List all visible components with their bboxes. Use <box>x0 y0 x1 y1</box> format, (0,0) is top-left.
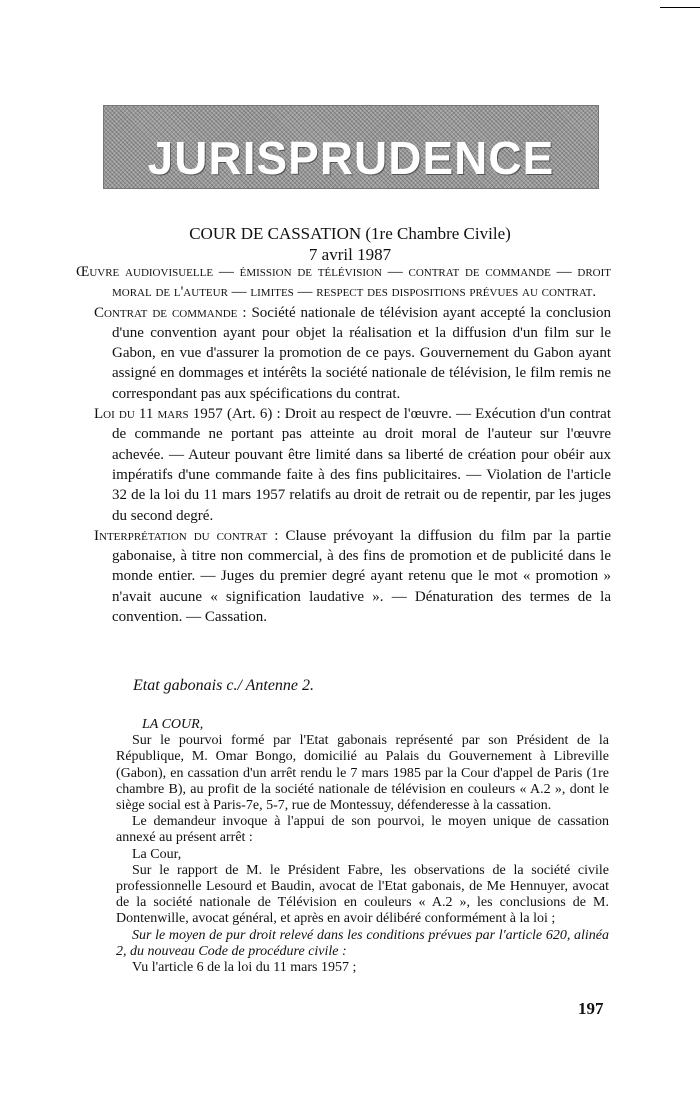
judgment-paragraph-italic: Sur le moyen de pur droit relevé dans les conditions prévues par l'article 620, alinéa 2, du nouveau Code de procédure civile : <box>116 927 609 959</box>
judgment-paragraph: La Cour, <box>132 846 182 862</box>
judgment-paragraph: Sur le pourvoi formé par l'Etat gabonais représenté par son Président de la République, M. Omar Bongo, domicilié au Palais du Gouvernement à Libreville (Gabon), en cassation d'un arrêt rendu le 7 mars 1985 par la Cour d'appel de Paris (1re chambre B), au profit de la société nationale de télévision en couleurs « A.2 », dont le siège social est à Paris-7e, 5-7, rue de Montessuy, défenderesse à la cassation. <box>116 733 609 814</box>
abstract-item: Loi du 11 mars 1957 (Art. 6) : Droit au respect de l'œuvre. — Exécution d'un contrat de commande ne portant pas atteinte au droit moral de l'auteur sur l'œuvre achevée. — Auteur pouvant être limité dans sa liberté de création pour obéir aux impératifs d'une commande faite à des fins publicitaires. — Violation de l'article 32 de la loi du 11 mars 1957 relatifs au droit de retrait ou de repentir, par les juges du second degré. <box>94 406 612 524</box>
parties-line: Etat gabonais c./ Antenne 2. <box>133 677 315 694</box>
banner-title: JURISPRUDENCE <box>147 132 555 184</box>
judgment-paragraph: Vu l'article 6 de la loi du 11 mars 1957 ; <box>132 960 357 976</box>
court-name: COUR DE CASSATION (1re Chambre Civile) <box>189 224 511 243</box>
keywords-line: Œuvre audiovisuelle — émission de télévision — contrat de commande — droit moral de l'auteur — limites — respect des dispositions prévues au contrat. <box>76 264 611 301</box>
judgment-text <box>116 717 609 976</box>
judgment-paragraph: Sur le rapport de M. le Président Fabre, les observations de la société civile professionnelle Lesourd et Baudin, avocat de l'Etat gabonais, de Me Hennuyer, avocat de la société nationale de Télévision en couleurs « A.2 », les conclusions de M. Dontenwille, avocat général, et après en avoir délibéré conformément à la loi ; <box>116 862 609 927</box>
abstract-item: Interprétation du contrat : Clause prévoyant la diffusion du film par la partie gabonaise, à titre non commercial, à des fins de promotion et de publicité dans le monde entier. — Juges du premier degré ayant retenu que le mot « promotion » n'avait aucune « signification laudative ». — Dénaturation des termes de la convention. — Cassation. <box>94 527 611 626</box>
section-banner <box>103 105 599 189</box>
case-abstract <box>76 262 611 627</box>
page-number: 197 <box>578 999 604 1018</box>
abstract-item: Contrat de commande : Société nationale de télévision ayant accepté la conclusion d'une convention ayant pour objet la réalisation et la diffusion d'un film sur le Gabon, en vue d'assurer la promotion de ce pays. Gouvernement du Gabon ayant assigné en dommages et intérêts la société nationale de télévision, le film remis ne correspondant pas aux spécifications du contrat. <box>94 304 612 402</box>
judgment-paragraph: Le demandeur invoque à l'appui de son pourvoi, le moyen unique de cassation annexé au présent arrêt : <box>116 814 609 846</box>
decision-date: 7 avril 1987 <box>308 245 392 264</box>
judgment-heading: LA COUR, <box>142 717 204 732</box>
top-rule <box>660 7 700 8</box>
